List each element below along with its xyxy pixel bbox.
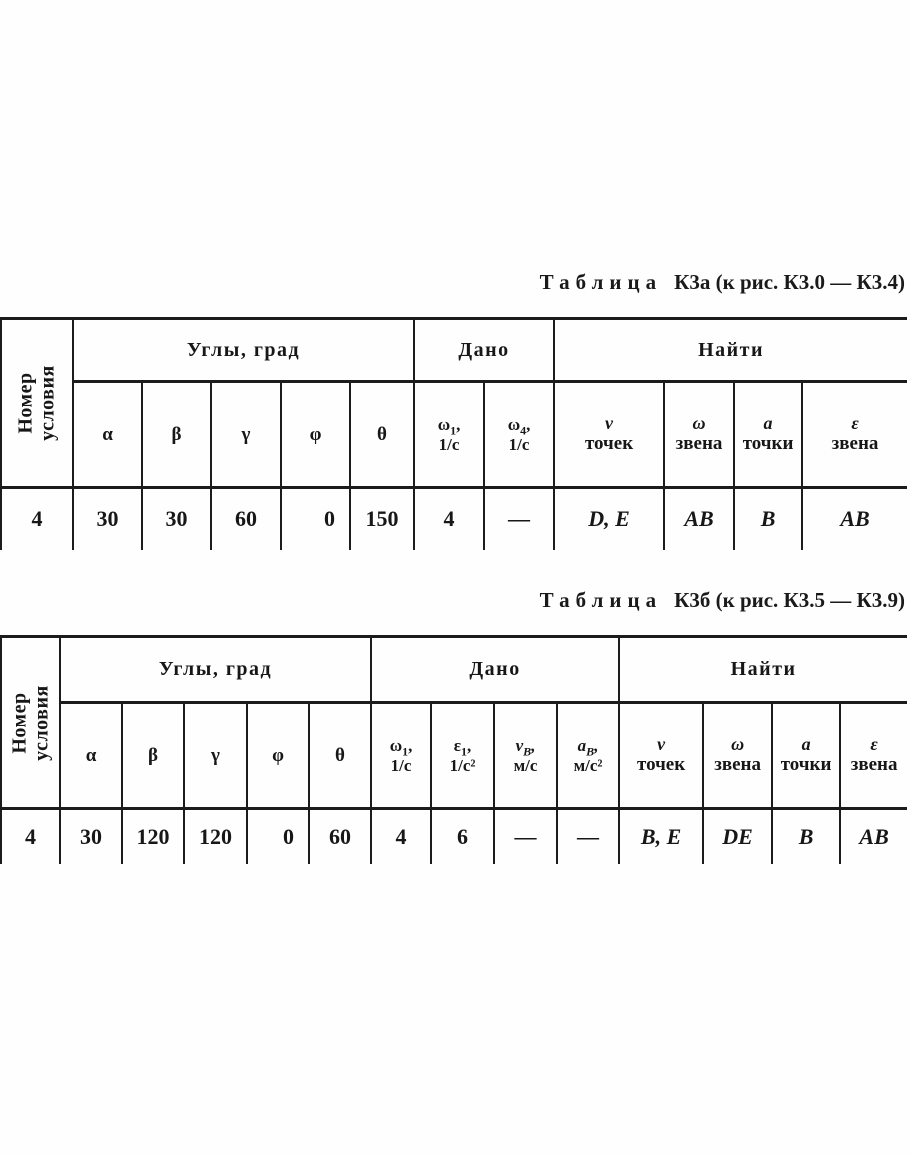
table-b-group-header-row [1, 637, 907, 703]
table-a-corner-header [1, 319, 73, 488]
table-b-value-vB: — [494, 809, 557, 864]
table-b-col-beta: β [122, 703, 184, 809]
table-a-col-a-point: a точки [734, 382, 802, 488]
table-b-col-eps1: $\varepsilon_1$, 1/с² [431, 703, 494, 809]
table-b-col-aB: $a_B$, м/с² [557, 703, 619, 809]
table-b-title [540, 588, 905, 613]
table-a-col-beta: β [142, 382, 211, 488]
table-b-value-v-points: B, E [619, 809, 703, 864]
table-a-data-row [1, 488, 907, 550]
table-b-value-number: 4 [1, 809, 60, 864]
table-b-col-phi: φ [247, 703, 309, 809]
table-a-title-word: Таблица [539, 270, 663, 294]
table-a-value-v-points: D, E [554, 488, 664, 550]
table-b-col-gamma: γ [184, 703, 247, 809]
table-a-value-alpha: 30 [73, 488, 142, 550]
table-b-value-omega-link: DE [703, 809, 772, 864]
table-a-col-omega-link: ω звена [664, 382, 734, 488]
table-b-title-ref: К3б (к рис. К3.5 — К3.9) [674, 588, 905, 612]
table-b-value-beta: 120 [122, 809, 184, 864]
table-b-value-alpha: 30 [60, 809, 122, 864]
table-a-group-find: Найти [554, 319, 907, 382]
table-b-value-phi: 0 [247, 809, 309, 864]
table-a-value-theta: 150 [350, 488, 414, 550]
table-b-col-vB: $v_B$, м/с [494, 703, 557, 809]
table-b-value-eps1: 6 [431, 809, 494, 864]
table-b-value-a-point: B [772, 809, 840, 864]
table-a-value-gamma: 60 [211, 488, 281, 550]
table-b-value-gamma: 120 [184, 809, 247, 864]
table-k3b [0, 635, 907, 864]
table-a-corner-label: Номер условия [14, 365, 59, 441]
table-a-col-omega4: $\omega_4$, 1/с [484, 382, 554, 488]
table-b-col-v-points: v точек [619, 703, 703, 809]
table-b-col-theta: θ [309, 703, 371, 809]
table-a-value-a-point: B [734, 488, 802, 550]
table-b-value-aB: — [557, 809, 619, 864]
table-b-col-omega-link: ω звена [703, 703, 772, 809]
table-b-col-alpha: α [60, 703, 122, 809]
table-b-title-word: Таблица [539, 588, 663, 612]
table-b-corner-header [1, 637, 60, 809]
table-a-value-omega1: 4 [414, 488, 484, 550]
table-a-group-header-row [1, 319, 907, 382]
table-a-title [540, 270, 905, 295]
table-a-col-omega1: $\omega_1$, 1/с [414, 382, 484, 488]
table-a-value-phi: 0 [281, 488, 350, 550]
table-b-col-omega1: $\omega_1$, 1/с [371, 703, 431, 809]
table-k3a [0, 317, 907, 550]
table-a-col-gamma: γ [211, 382, 281, 488]
table-b-data-row [1, 809, 907, 864]
table-b-corner-label: Номер условия [8, 684, 53, 761]
table-a-value-omega-link: AB [664, 488, 734, 550]
table-b-col-eps-link: ε звена [840, 703, 907, 809]
table-a-col-theta: θ [350, 382, 414, 488]
table-b-value-eps-link: AB [859, 823, 889, 849]
table-b-group-find: Найти [619, 637, 907, 703]
table-a-sub-header-row [1, 382, 907, 488]
table-a-value-eps-link: AB [840, 506, 870, 532]
table-b-value-theta: 60 [309, 809, 371, 864]
table-a-col-alpha: α [73, 382, 142, 488]
table-a-group-angles: Углы, град [73, 319, 414, 382]
table-a-title-ref: К3а (к рис. К3.0 — К3.4) [674, 270, 905, 294]
table-b-group-angles: Углы, град [60, 637, 371, 703]
table-a-col-eps-link: ε звена [802, 382, 907, 488]
table-a-group-given: Дано [414, 319, 554, 382]
table-b-sub-header-row [1, 703, 907, 809]
table-b-value-omega1: 4 [371, 809, 431, 864]
table-b-group-given: Дано [371, 637, 619, 703]
table-a-value-number: 4 [1, 488, 73, 550]
table-b-col-a-point: a точки [772, 703, 840, 809]
table-a-value-beta: 30 [142, 488, 211, 550]
table-a-col-phi: φ [281, 382, 350, 488]
table-a-value-omega4: — [484, 488, 554, 550]
table-a-col-v-points: v точек [554, 382, 664, 488]
